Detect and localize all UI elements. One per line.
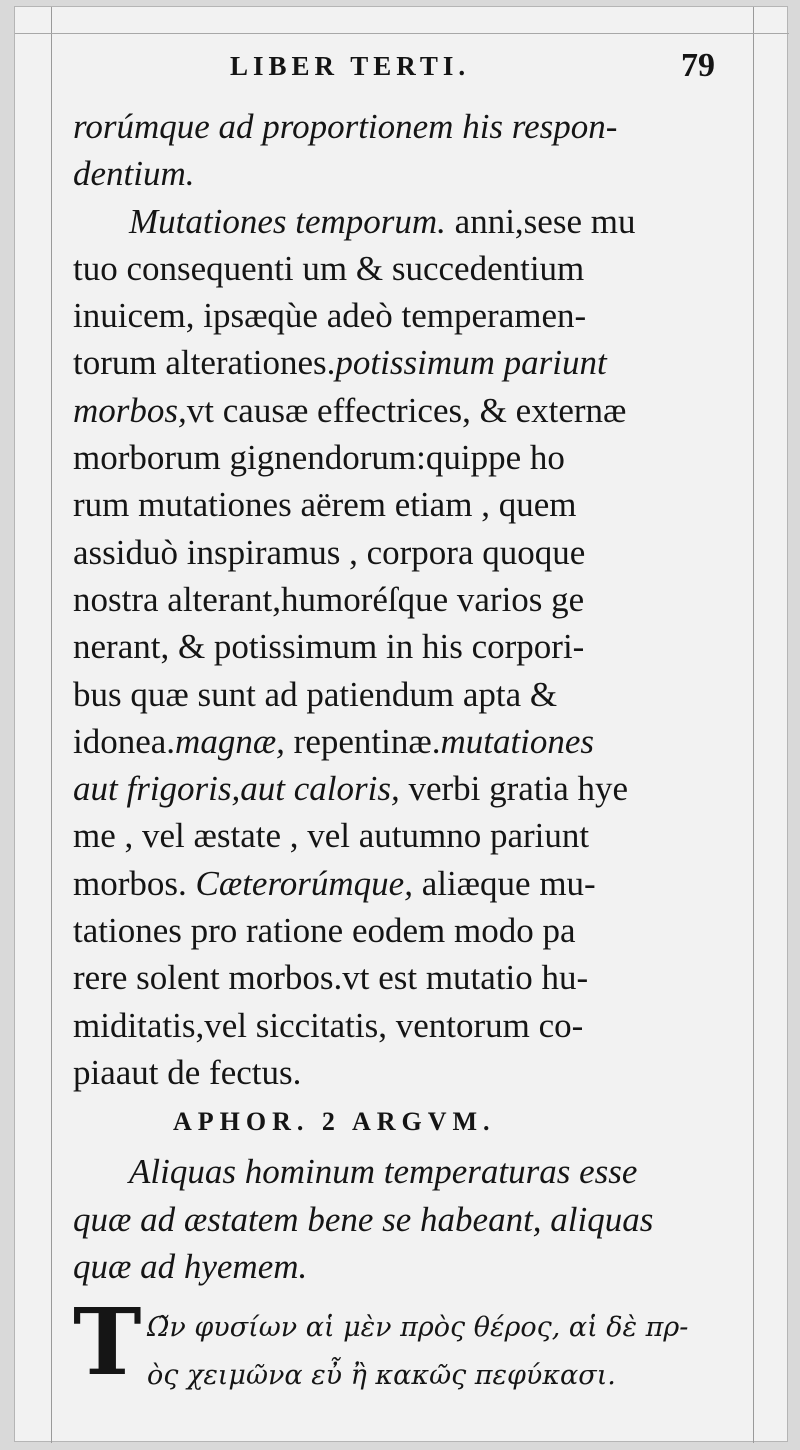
text-line: rere solent morbos.vt est mutatio hu- <box>73 958 589 998</box>
text-line: idonea.magnæ, repentinæ.mutationes <box>73 721 595 761</box>
text-line: piaaut de fectus. <box>73 1052 302 1092</box>
text-line: me , vel æstate , vel autumno pariunt <box>73 816 590 856</box>
drop-cap: T <box>73 1288 142 1397</box>
greek-line: Ω̃ν φυσίων αἱ μὲν πρὸς θέρος, αἱ δὲ πρ- <box>147 1312 689 1344</box>
text-line: bus quæ sunt ad patiendum apta & <box>73 674 558 714</box>
text-line: nerant, & potissimum in his corpori- <box>73 627 585 667</box>
top-rule <box>15 33 789 34</box>
text-line: inuicem, ipsæqùe adeò temperamen- <box>73 296 587 336</box>
running-head: LIBER TERTI. <box>230 51 471 81</box>
book-page <box>14 6 788 1442</box>
text-line: nostra alterant,humoréſque varios ge <box>73 579 585 619</box>
argument-line: Aliquas hominum temperaturas esse <box>129 1152 638 1192</box>
argument-line: quæ ad hyemem. <box>73 1246 308 1286</box>
text-line: torum alterationes.potissimum pariunt <box>73 343 607 383</box>
text-line: Mutationes temporum. anni,sese mu <box>129 201 636 241</box>
text-line: tuo consequenti um & succedentium <box>73 248 585 288</box>
greek-passage <box>73 1288 733 1414</box>
text-line: tationes pro ratione eodem modo pa <box>73 911 576 951</box>
text-line: morbos,vt causæ effectrices, & externæ <box>73 390 627 430</box>
body-text <box>73 103 733 1414</box>
text-line: dentium. <box>73 154 195 194</box>
argument-line: quæ ad æstatem bene se habeant, aliquas <box>73 1199 654 1239</box>
greek-line: ὸς χειμῶνα εὖ ἢ κακῶς πεφύκασι. <box>147 1360 616 1392</box>
text-line: rorúmque ad proportionem his respon- <box>73 107 618 146</box>
text-line: rum mutationes aërem etiam , quem <box>73 485 577 525</box>
page-header <box>15 47 789 97</box>
left-margin-rule <box>51 7 52 1443</box>
aphorism-heading: APHOR. 2 ARGVM. <box>173 1107 496 1137</box>
right-margin-rule <box>753 7 754 1443</box>
text-line: miditatis,vel siccitatis, ventorum co- <box>73 1005 584 1045</box>
text-line: assiduò inspiramus , corpora quoque <box>73 532 586 572</box>
page-number: 79 <box>681 47 715 84</box>
text-line: aut frigoris,aut caloris, verbi gratia hye <box>73 769 629 809</box>
text-line: morbos. Cæterorúmque, aliæque mu- <box>73 863 596 903</box>
text-line: morborum gignendorum:quippe ho <box>73 438 565 478</box>
